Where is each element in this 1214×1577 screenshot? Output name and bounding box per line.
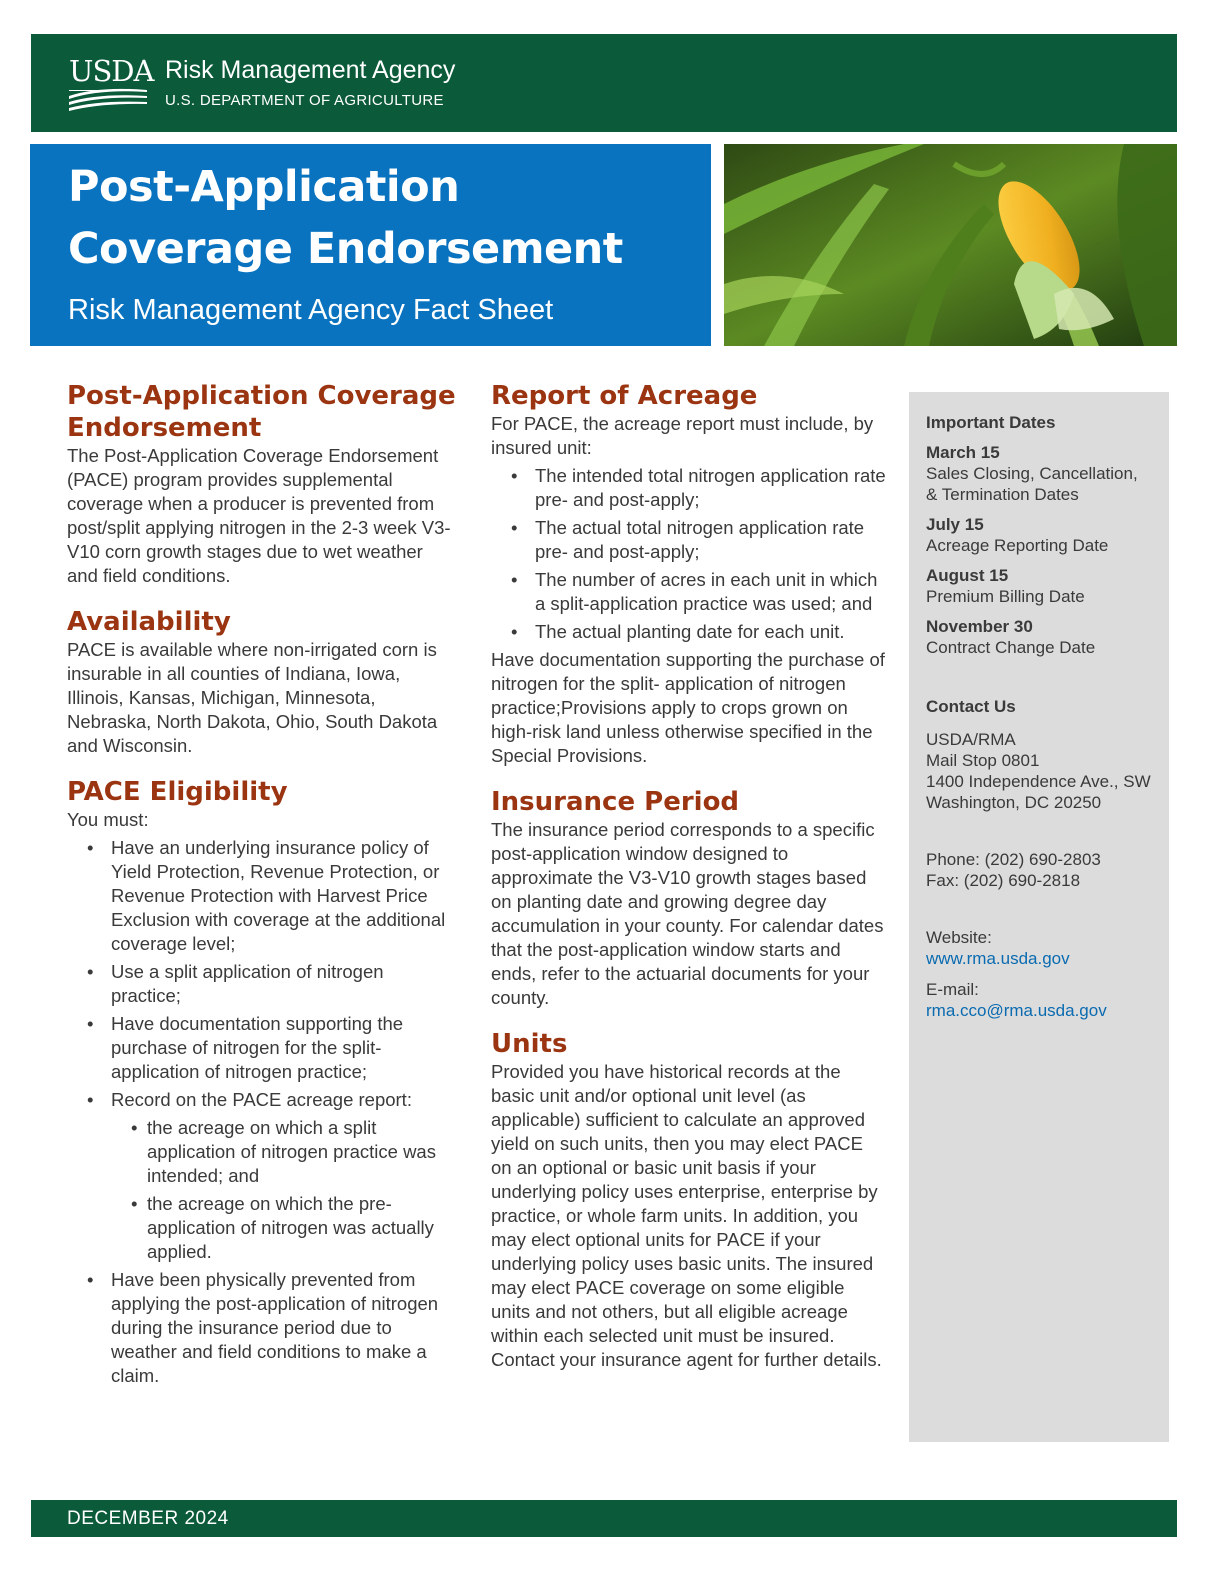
email-label: E-mail: bbox=[926, 980, 979, 999]
section-heading-availability: Availability bbox=[67, 607, 231, 637]
section-heading-pace-line-2: Endorsement bbox=[67, 413, 262, 443]
date-description: Acreage Reporting Date bbox=[926, 536, 1109, 555]
website-link[interactable]: www.rma.usda.gov bbox=[926, 949, 1070, 968]
page-subtitle: Risk Management Agency Fact Sheet bbox=[68, 294, 554, 326]
list-item: • Have an underlying insurance policy of Yield Protection, Revenue Protection, or Revenue Protection with Harvest Price Exclusion with coverage at the additional coverage level; bbox=[111, 836, 457, 956]
date-entry bbox=[926, 616, 1169, 658]
phone-fax bbox=[926, 849, 1169, 891]
sub-list-item: • the acreage on which the pre-application of nitrogen was actually applied. bbox=[147, 1192, 457, 1264]
fax-number: Fax: (202) 690-2818 bbox=[926, 871, 1081, 890]
department-name: U.S. DEPARTMENT OF AGRICULTURE bbox=[165, 92, 444, 109]
section-heading-eligibility: PACE Eligibility bbox=[67, 777, 288, 807]
date-label: August 15 bbox=[926, 566, 1009, 585]
usda-logo-hills-icon bbox=[69, 56, 151, 112]
important-dates-heading: Important Dates bbox=[926, 413, 1056, 432]
usda-logo-text: USDA bbox=[69, 54, 154, 88]
section-heading-pace bbox=[67, 380, 457, 444]
website-label: Website: bbox=[926, 928, 992, 947]
pace-description: The Post-Application Coverage Endorsement (PACE) program provides supplemental coverage when a producer is prevented from post/split applying nitrogen in the 2-3 week V3-V10 corn growth stages due to wet weather and field conditions. bbox=[67, 445, 451, 586]
agency-name: Risk Management Agency bbox=[165, 56, 456, 84]
section-heading-pace-line-1: Post-Application Coverage bbox=[67, 381, 456, 411]
date-entry bbox=[926, 565, 1169, 607]
section-heading-units: Units bbox=[491, 1029, 568, 1059]
list-item: • Use a split application of nitrogen practice; bbox=[111, 960, 457, 1008]
footer-bar bbox=[31, 1500, 1177, 1537]
report-of-acreage-note: Have documentation supporting the purchase of nitrogen for the split- application of nitrogen practice;Provisions apply to crops grown on high-risk land unless otherwise specified in the Special Provisions. bbox=[491, 649, 885, 766]
eligibility-intro: You must: bbox=[67, 809, 149, 830]
acreage-report-sublist bbox=[111, 1116, 457, 1264]
units-description: Provided you have historical records at the basic unit and/or optional unit level (as applicable) sufficient to calculate an approved yield on such units, then you may elect PACE on an optional or basic unit basis if your underlying policy uses enterprise, enterprise by practice, or whole farm units. In addition, you may elect optional units for PACE if your underlying policy uses basic units. The insured may elect PACE coverage on some eligible units and not others, but all eligible acreage within each selected unit must be insured. Contact your insurance agent for further details. bbox=[491, 1061, 882, 1370]
report-of-acreage-intro: For PACE, the acreage report must include, by insured unit: bbox=[491, 413, 874, 458]
email-block bbox=[926, 979, 1169, 1021]
address-line: 1400 Independence Ave., SW bbox=[926, 772, 1151, 791]
address-line: USDA/RMA bbox=[926, 730, 1016, 749]
publication-date: DECEMBER 2024 bbox=[67, 1508, 229, 1529]
list-item: • The intended total nitrogen application rate pre- and post-apply; bbox=[535, 464, 886, 512]
email-link[interactable]: rma.cco@rma.usda.gov bbox=[926, 1001, 1107, 1020]
date-description: Contract Change Date bbox=[926, 638, 1096, 657]
section-heading-insurance-period: Insurance Period bbox=[491, 787, 740, 817]
title-banner bbox=[30, 144, 711, 346]
website-block bbox=[926, 927, 1169, 969]
sub-list-item: • the acreage on which a split application of nitrogen practice was intended; and bbox=[147, 1116, 457, 1188]
usda-logo bbox=[69, 54, 154, 112]
insurance-period-description: The insurance period corresponds to a specific post-application window designed to approximate the V3-V10 growth stages based on planting date and growing degree day accumulation in your county. For calendar dates that the post-application window starts and ends, refer to the actuarial documents for your county. bbox=[491, 819, 884, 1008]
agency-header bbox=[31, 34, 1177, 132]
page-title-line-2: Coverage Endorsement bbox=[68, 224, 623, 274]
address-line: Mail Stop 0801 bbox=[926, 751, 1040, 770]
phone-number: Phone: (202) 690-2803 bbox=[926, 850, 1101, 869]
contact-heading: Contact Us bbox=[926, 697, 1016, 716]
list-item: • The actual total nitrogen application rate pre- and post-apply; bbox=[535, 516, 886, 564]
middle-column bbox=[491, 380, 886, 1372]
date-label: March 15 bbox=[926, 443, 1000, 462]
date-label: November 30 bbox=[926, 617, 1033, 636]
date-label: July 15 bbox=[926, 515, 984, 534]
section-heading-report-of-acreage: Report of Acreage bbox=[491, 381, 758, 411]
info-sidebar bbox=[909, 392, 1169, 1442]
list-item: • Have been physically prevented from applying the post-application of nitrogen during the insurance period due to weather and field conditions to make a claim. bbox=[111, 1268, 457, 1388]
mailing-address bbox=[926, 729, 1169, 813]
report-of-acreage-list bbox=[491, 464, 886, 644]
list-item bbox=[111, 1088, 457, 1264]
eligibility-list bbox=[67, 836, 457, 1388]
corn-photo bbox=[724, 144, 1177, 346]
date-entry bbox=[926, 514, 1169, 556]
date-description: Sales Closing, Cancellation, bbox=[926, 464, 1138, 483]
list-item: • The number of acres in each unit in which a split-application practice was used; and bbox=[535, 568, 886, 616]
availability-description: PACE is available where non-irrigated corn is insurable in all counties of Indiana, Iowa, Illinois, Kansas, Michigan, Minnesota, Nebraska, North Dakota, Ohio, South Dakota and Wisconsin. bbox=[67, 639, 438, 756]
date-entry bbox=[926, 442, 1169, 505]
list-item-text: Record on the PACE acreage report: bbox=[111, 1089, 412, 1110]
left-column bbox=[67, 380, 457, 1388]
date-description: Premium Billing Date bbox=[926, 587, 1085, 606]
address-line: Washington, DC 20250 bbox=[926, 793, 1102, 812]
list-item: • The actual planting date for each unit. bbox=[535, 620, 886, 644]
page-title-line-1: Post-Application bbox=[68, 162, 460, 212]
list-item: • Have documentation supporting the purchase of nitrogen for the split-application of nitrogen practice; bbox=[111, 1012, 457, 1084]
date-description: & Termination Dates bbox=[926, 485, 1079, 504]
